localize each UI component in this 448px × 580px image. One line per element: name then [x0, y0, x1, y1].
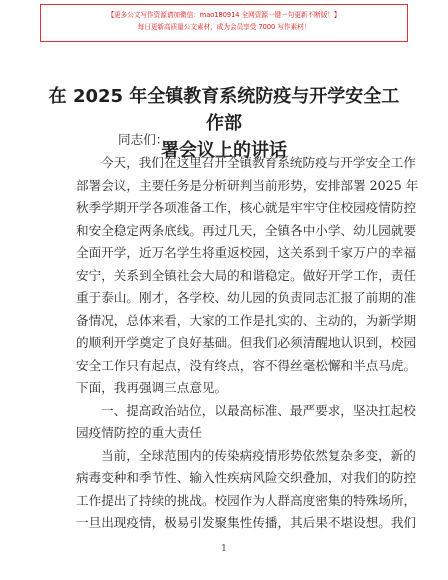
title-line-1: 在 2025 年全镇教育系统防疫与开学安全工作部	[48, 86, 400, 134]
body-line: 部署会议，主要任务是分析研判当前形势，安排部署 2025 年	[76, 177, 419, 193]
body-line: 的顺利开学奠定了良好基础。但我们必须清醒地认识到，校园	[76, 335, 417, 350]
body-line: 下面，我再强调三点意见。	[76, 380, 228, 395]
body-line: 病毒变种和季节性、输入性疾病风险交织叠加，对我们的防控	[76, 470, 417, 485]
greeting: 同志们：	[118, 132, 169, 147]
page-number: 1	[221, 544, 227, 554]
body-line: 备情况，总体来看，大家的工作是扎实的、主动的，为新学期	[76, 312, 417, 328]
body-line: 工作提出了持续的挑战。校园作为人群高度密集的特殊场所，	[76, 492, 417, 508]
body-line: 当前，全球范围内的传染病疫情形势依然复杂多变，新的	[101, 447, 416, 463]
body-line: 重于泰山。刚才，各学校、幼儿园的负责同志汇报了前期的准	[76, 290, 417, 305]
body-line: 全面开学，近万名学生将重返校园，这关系到千家万户的幸福	[76, 245, 417, 260]
section-heading-line: 一、提高政治站位，以最高标准、最严要求，坚决扛起校	[101, 402, 416, 418]
banner-line-2: 每日更新高质量公文素材，成为会员享受 7000 写作素材！	[137, 23, 311, 31]
body-line: 今天，我们在这里召开全镇教育系统防疫与开学安全工作	[101, 155, 416, 170]
banner-line-1: 【更多公文写作资源请加微信：mao180914 全网资源一键一句更新不断版！】	[107, 11, 341, 19]
section-heading-line: 园疫情防控的重大责任	[76, 425, 202, 440]
title-line-2: 署会议上的讲话	[161, 140, 287, 161]
body-line: 安宁，关系到全镇社会大局的和谐稳定。做好开学工作，责任	[76, 267, 417, 283]
promo-banner	[40, 4, 408, 42]
body-line: 一旦出现疫情，极易引发聚集性传播，其后果不堪设想。我们	[76, 515, 417, 530]
body-line: 秋季学期开学各项准备工作，核心就是牢牢守住校园疫情防控	[76, 200, 417, 215]
body-line: 和安全稳定两条底线。再过几天，全镇各中小学、幼儿园就要	[76, 222, 417, 238]
body-line: 安全工作只有起点，没有终点，容不得丝毫松懈和半点马虎。	[76, 357, 417, 373]
body-paragraphs	[76, 152, 419, 535]
